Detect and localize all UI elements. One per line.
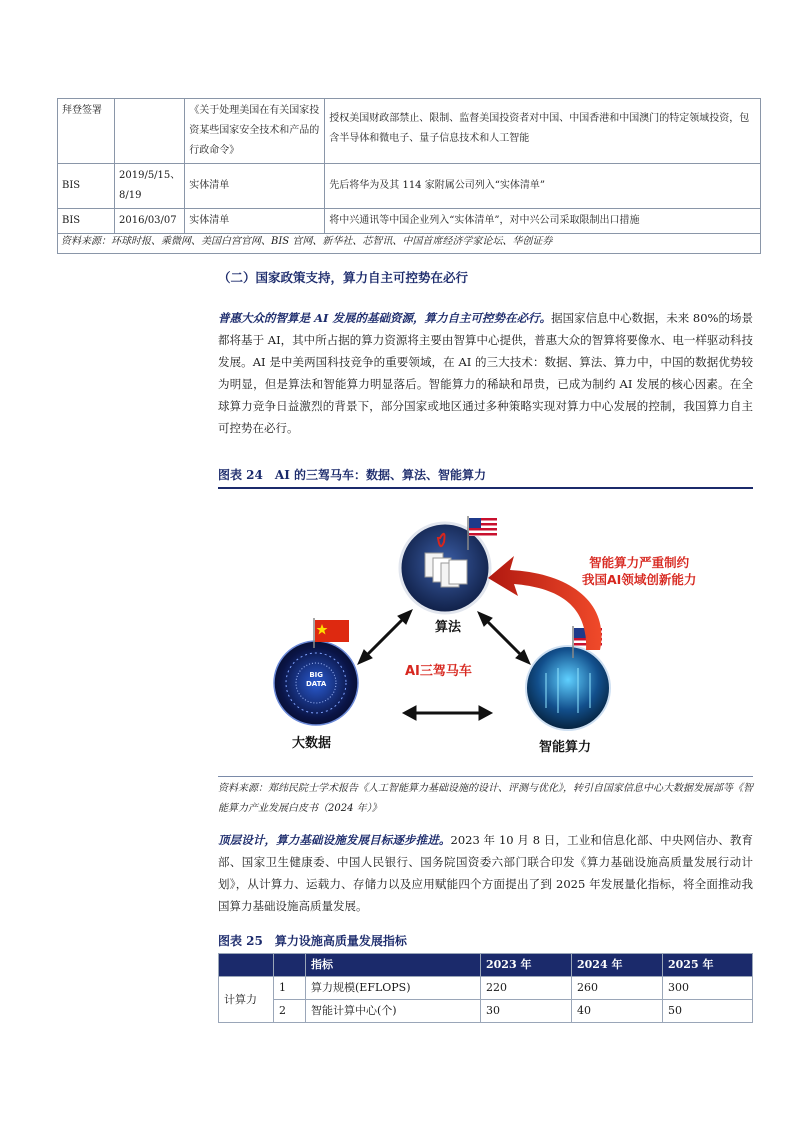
date-cell: 2019/5/15、8/19 bbox=[115, 164, 185, 209]
value-cell: 40 bbox=[572, 1000, 663, 1023]
section-title: （二）国家政策支持，算力自主可控势在必行 bbox=[218, 270, 469, 285]
compute-node bbox=[526, 646, 610, 730]
date-cell bbox=[115, 99, 185, 164]
header-cell: 指标 bbox=[306, 954, 481, 977]
header-cell: 2023 年 bbox=[481, 954, 572, 977]
no-cell: 2 bbox=[274, 1000, 306, 1023]
measure-cell: 《关于处理美国在有关国家投资某些国家安全技术和产品的行政命令》 bbox=[185, 99, 325, 164]
paragraph-top-level-design bbox=[218, 829, 753, 917]
measure-cell: 实体清单 bbox=[185, 209, 325, 234]
content-cell: 授权美国财政部禁止、限制、监督美国投资者对中国、中国香港和中国澳门的特定领域投资，包含半导体和微电子、量子信息技术和人工智能 bbox=[325, 99, 761, 164]
header-cell: 2024 年 bbox=[572, 954, 663, 977]
header-cell: 2025 年 bbox=[663, 954, 753, 977]
diagram-graphic bbox=[270, 508, 740, 770]
double-arrow-icon bbox=[478, 612, 530, 664]
center-label: AI三驾马车 bbox=[405, 664, 472, 679]
badge-line-1: BIG bbox=[309, 671, 324, 679]
figure-24-source: 资料来源：郑纬民院士学术报告《人工智能算力基础设施的设计、评测与优化》，转引自国家信息中心大数据发展部等《智能算力产业发展白皮书（2024 年）》 bbox=[218, 776, 753, 819]
table-25-title: 图表 25 算力设施高质量发展指标 bbox=[218, 934, 407, 948]
policy-table bbox=[57, 98, 761, 234]
agency-cell: BIS bbox=[58, 209, 115, 234]
no-cell: 1 bbox=[274, 977, 306, 1000]
date-cell: 2016/03/07 bbox=[115, 209, 185, 234]
value-cell: 300 bbox=[663, 977, 753, 1000]
table-row bbox=[58, 209, 761, 234]
big-data-label: 大数据 bbox=[292, 736, 332, 751]
metric-cell: 智能计算中心(个) bbox=[306, 1000, 481, 1023]
measure-cell: 实体清单 bbox=[185, 164, 325, 209]
agency-cell: BIS bbox=[58, 164, 115, 209]
table-row bbox=[58, 99, 761, 164]
agency-cell: 拜登签署 bbox=[58, 99, 115, 164]
callout-text bbox=[582, 554, 696, 588]
table-row bbox=[219, 977, 753, 1000]
content-cell: 先后将华为及其 114 家附属公司列入“实体清单” bbox=[325, 164, 761, 209]
group-cell: 计算力 bbox=[219, 977, 274, 1023]
algorithm-label: 算法 bbox=[435, 620, 462, 635]
table-row bbox=[58, 164, 761, 209]
compute-label: 智能算力 bbox=[539, 740, 592, 755]
content-cell: 将中兴通讯等中国企业列入“实体清单”，对中兴公司采取限制出口措施 bbox=[325, 209, 761, 234]
table-row bbox=[219, 1000, 753, 1023]
double-arrow-icon bbox=[358, 610, 412, 664]
big-data-badge bbox=[306, 671, 326, 689]
ai-troika-diagram bbox=[270, 508, 740, 770]
paragraph-lead: 顶层设计，算力基础设施发展目标逐步推进。 bbox=[218, 833, 451, 847]
callout-line-1: 智能算力严重制约 bbox=[589, 555, 690, 570]
metric-cell: 算力规模(EFLOPS) bbox=[306, 977, 481, 1000]
paragraph-lead: 普惠大众的智算是 AI 发展的基础资源，算力自主可控势在必行。 bbox=[218, 311, 552, 325]
value-cell: 30 bbox=[481, 1000, 572, 1023]
paragraph-compute-policy bbox=[218, 307, 753, 439]
value-cell: 220 bbox=[481, 977, 572, 1000]
value-cell: 50 bbox=[663, 1000, 753, 1023]
callout-line-2: 我国AI领域创新能力 bbox=[582, 572, 697, 587]
badge-line-2: DATA bbox=[306, 680, 327, 688]
table-source: 资料来源：环球时报、乘微网、美国白宫官网、BIS 官网、新华社、芯智讯、中国首席经济学家论坛、华创证券 bbox=[57, 232, 761, 254]
figure-24-title: 图表 24 AI 的三驾马车：数据、算法、智能算力 bbox=[218, 466, 753, 489]
paragraph-body: 据国家信息中心数据，未来 80%的场景都将基于 AI，其中所占据的算力资源将主要由智算中心提供，普惠大众的智算将要像水、电一样驱动科技发展。AI 是中美两国科技竞争的重要领域，在 AI 的三大技术：数据、算法、算力中，中国的数据优势较为明显，但是算法和智能算力明显落后。智能算力的稀缺和昂贵，已成为制约 AI 发展的核心因素。在全球算力竞争日益激烈的背景下，部分国家或地区通过多种策略实现对算力中心发展的控制，我国算力自主可控势在必行。 bbox=[218, 311, 753, 435]
value-cell: 260 bbox=[572, 977, 663, 1000]
table-header-row bbox=[219, 954, 753, 977]
header-cell bbox=[219, 954, 274, 977]
compute-indicator-table bbox=[218, 953, 753, 1023]
header-cell bbox=[274, 954, 306, 977]
paragraph-body: 2023 年 10 月 8 日，工业和信息化部、中央网信办、教育部、国家卫生健康委、中国人民银行、国务院国资委六部门联合印发《算力基础设施高质量发展行动计划》，从计算力、运载力、存储力以及应用赋能四个方面提出了到 2025 年发展量化指标，将全面推动我国算力基础设施高质量发展。 bbox=[218, 833, 753, 913]
double-arrow-icon bbox=[403, 706, 492, 720]
